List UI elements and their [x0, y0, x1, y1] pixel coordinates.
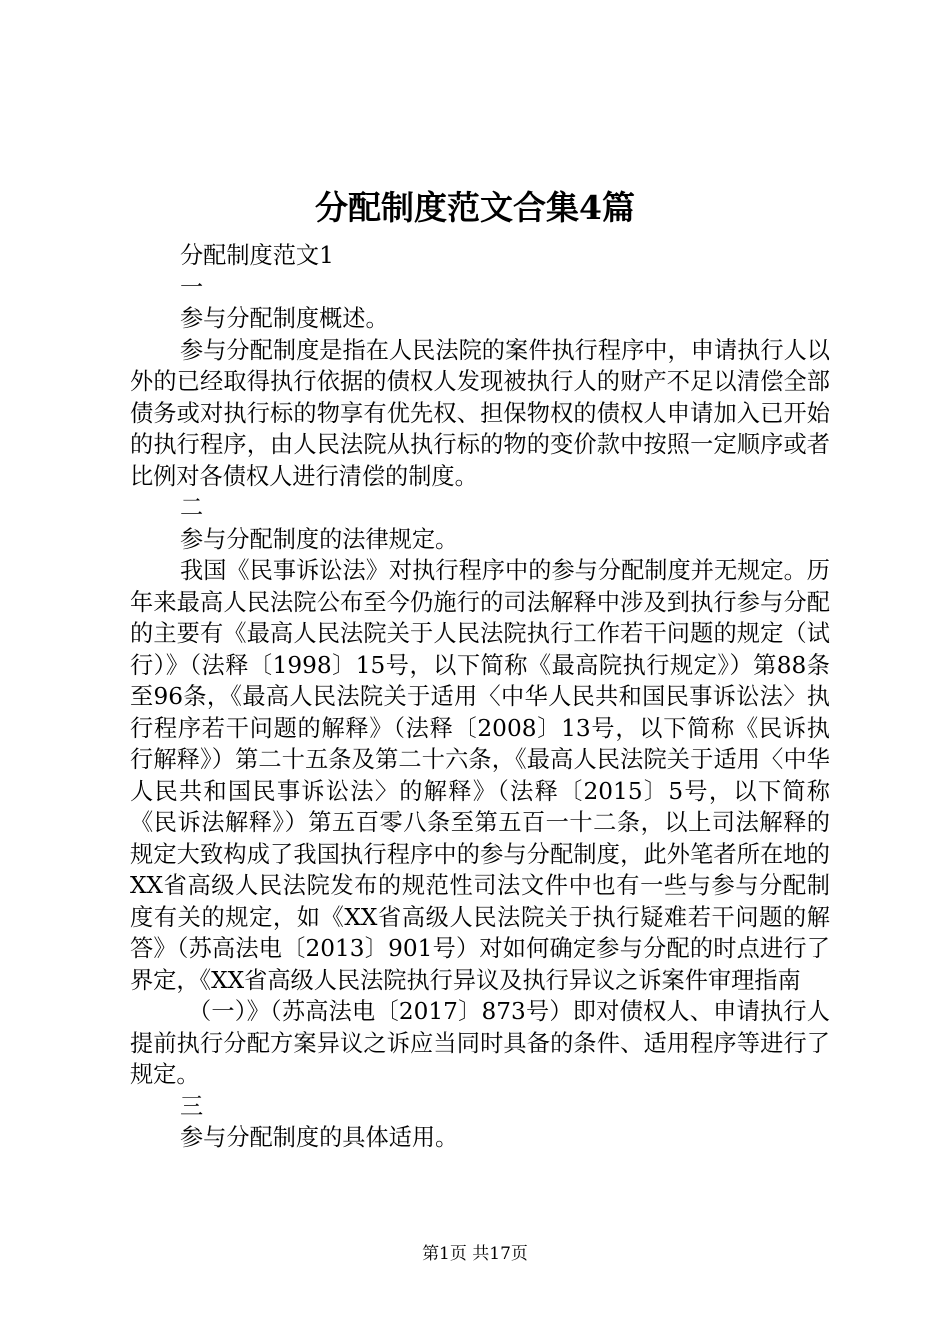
- body-paragraph: 参与分配制度是指在人民法院的案件执行程序中，申请执行人以外的已经取得执行依据的债权人发现被执行人的财产不足以清偿全部债务或对执行标的物享有优先权、担保物权的债权人申请加入已开始的执行程序，由人民法院从执行标的物的变价款中按照一定顺序或者比例对各债权人进行清偿的制度。: [130, 336, 830, 490]
- section-number: 三: [180, 1092, 204, 1120]
- section-heading: 分配制度范文1: [180, 242, 334, 269]
- page-footer: 第1页 共17页: [422, 1244, 528, 1264]
- body-paragraph: （一）》（苏高法电〔2017〕873号）即对债权人、申请执行人提前执行分配方案异议之诉应当同时具备的条件、适用程序等进行了规定。: [130, 998, 830, 1088]
- section-number: 二: [180, 494, 204, 521]
- document-body: [130, 240, 830, 1154]
- section-number: 一: [180, 273, 204, 301]
- subsection-heading: 参与分配制度概述。: [180, 305, 389, 332]
- subsection-heading: 参与分配制度的法律规定。: [180, 525, 459, 553]
- body-paragraph: 我国《民事诉讼法》对执行程序中的参与分配制度并无规定。历年来最高人民法院公布至今仍施行的司法解释中涉及到执行参与分配的主要有《最高人民法院关于人民法院执行工作若干问题的规定（试行）》（法释〔1998〕15号，以下简称《最高院执行规定》）第88条至96条，《最高人民法院关于适用〈中华人民共和国民事诉讼法〉执行程序若干问题的解释》（法释〔2008〕13号，以下简称《民诉执行解释》）第二十五条及第二十六条，《最高人民法院关于适用〈中华人民共和国民事诉讼法〉的解释》（法释〔2015〕5号，以下简称《民诉法解释》）第五百零八条至第五百一十二条，以上司法解释的规定大致构成了我国执行程序中的参与分配制度，此外笔者所在地的XX省高级人民法院发布的规范性司法文件中也有一些与参与分配制度有关的规定，如《XX省高级人民法院关于执行疑难若干问题的解答》（苏高法电〔2013〕901号）对如何确定参与分配的时点进行了界定，《XX省高级人民法院执行异议及执行异议之诉案件审理指南: [130, 557, 830, 994]
- document-title: 分配制度范文合集4篇: [315, 188, 635, 227]
- subsection-heading: 参与分配制度的具体适用。: [180, 1124, 459, 1151]
